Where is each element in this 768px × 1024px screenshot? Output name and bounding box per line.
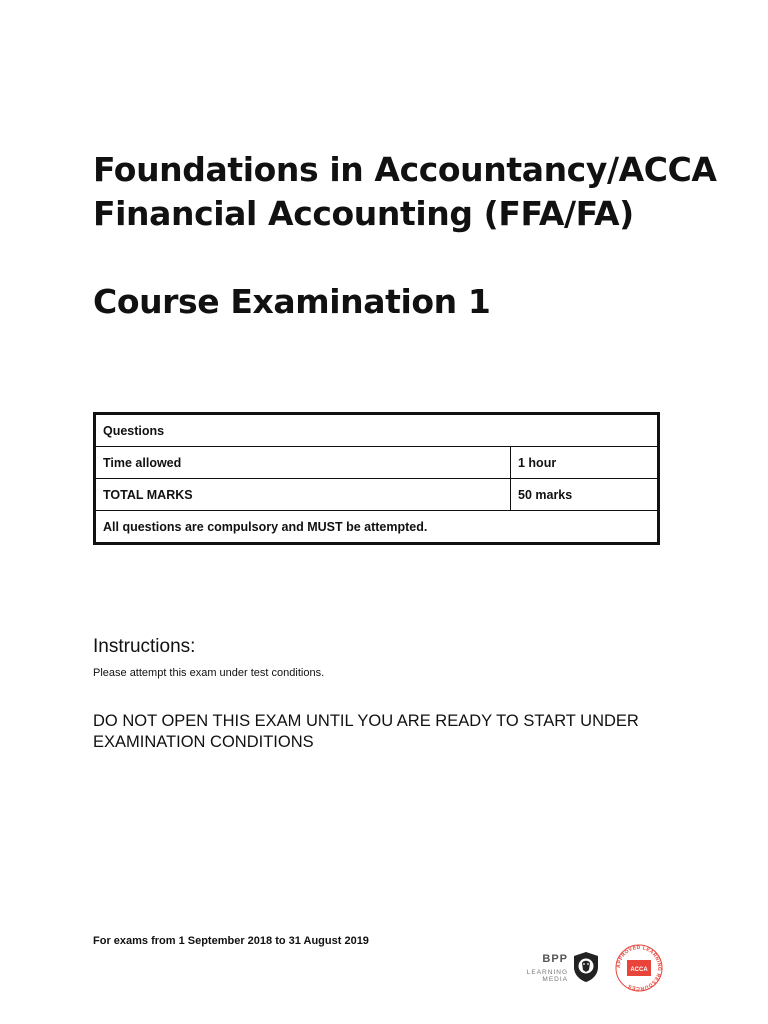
time-allowed-label: Time allowed	[95, 447, 511, 479]
bpp-logo-subtitle: LEARNING MEDIA	[526, 969, 568, 983]
course-title-line-1: Foundations in Accountancy/ACCA	[93, 150, 717, 189]
compulsory-note: All questions are compulsory and MUST be attempted.	[95, 511, 659, 544]
instructions-heading: Instructions:	[93, 636, 196, 657]
course-title-line-2: Financial Accounting (FFA/FA)	[93, 194, 634, 233]
instructions-text: Please attempt this exam under test conditions.	[93, 667, 325, 679]
acca-approved-badge-icon	[614, 943, 664, 993]
exam-validity-note: For exams from 1 September 2018 to 31 August 2019	[93, 935, 369, 947]
table-row-questions	[95, 414, 659, 447]
bpp-logo-name: BPP	[542, 953, 568, 965]
exam-info-table	[93, 412, 660, 545]
total-marks-value: 50 marks	[511, 479, 659, 511]
course-title	[93, 148, 733, 236]
bpp-logo	[500, 951, 600, 985]
acca-badge-ring-text: APPROVED LEARNING RESOURCES	[615, 944, 663, 992]
exam-title: Course Examination 1	[93, 282, 491, 321]
total-marks-label: TOTAL MARKS	[95, 479, 511, 511]
time-allowed-value: 1 hour	[511, 447, 659, 479]
exam-warning: DO NOT OPEN THIS EXAM UNTIL YOU ARE READY TO START UNDER EXAMINATION CONDITIONS	[93, 712, 639, 751]
lion-shield-icon	[573, 951, 599, 983]
acca-badge-text: ACCA	[630, 967, 648, 973]
table-row-note	[95, 511, 659, 544]
questions-label: Questions	[95, 414, 659, 447]
table-row-marks	[95, 479, 659, 511]
table-row-time	[95, 447, 659, 479]
